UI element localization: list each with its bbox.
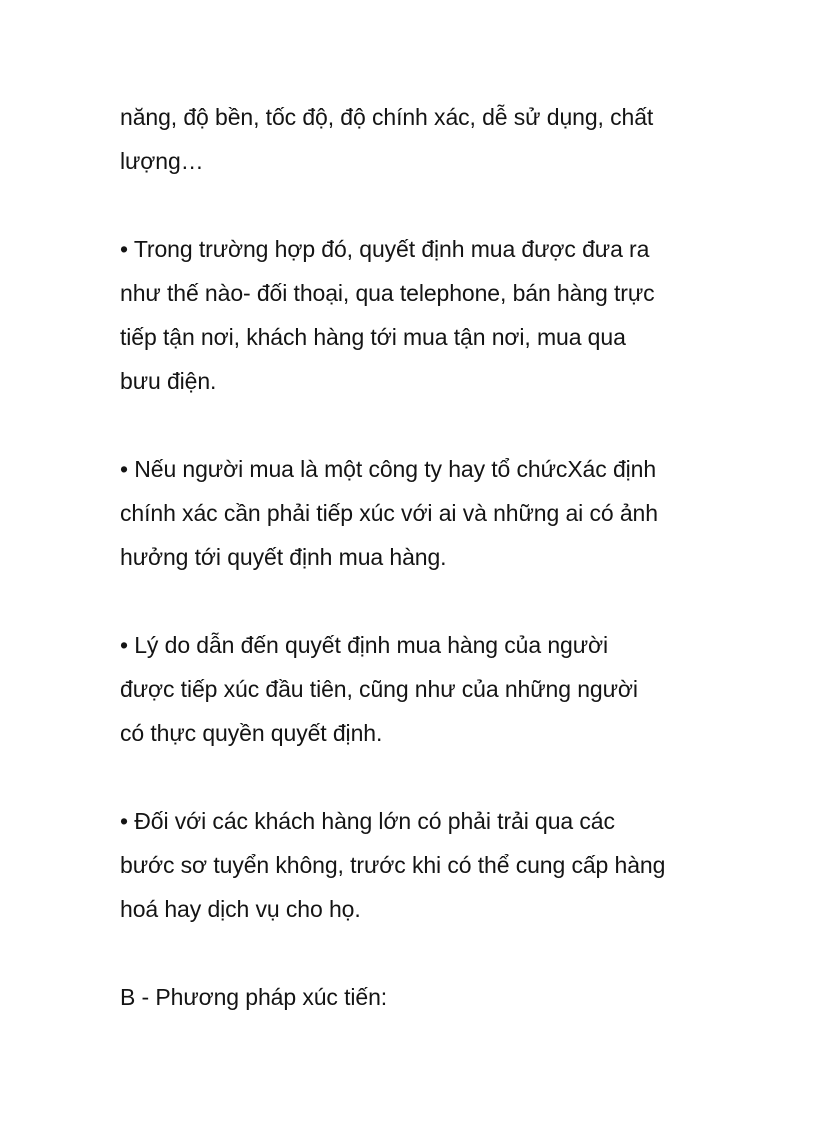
text-line: • Đối với các khách hàng lớn có phải trải qua các: [120, 808, 615, 834]
text-line: bước sơ tuyển không, trước khi có thể cung cấp hàng: [120, 852, 666, 878]
text-line: bưu điện.: [120, 368, 217, 394]
bullet-paragraph-purchase-decision: [120, 227, 710, 403]
text-line: chính xác cần phải tiếp xúc với ai và những ai có ảnh: [120, 500, 658, 526]
text-line: • Lý do dẫn đến quyết định mua hàng của người: [120, 632, 608, 658]
text-line: tiếp tận nơi, khách hàng tới mua tận nơi, mua qua: [120, 324, 626, 350]
text-line: lượng…: [120, 148, 204, 174]
text-line: • Trong trường hợp đó, quyết định mua được đưa ra: [120, 236, 650, 262]
text-line: • Nếu người mua là một công ty hay tổ chứcXác định: [120, 456, 657, 482]
document-body: [120, 95, 710, 1019]
section-heading-promotion-method: [120, 975, 710, 1019]
text-line: như thế nào- đối thoại, qua telephone, bán hàng trực: [120, 280, 655, 306]
text-line: B - Phương pháp xúc tiến:: [120, 984, 388, 1010]
paragraph-continuation: [120, 95, 710, 183]
text-line: được tiếp xúc đầu tiên, cũng như của những người: [120, 676, 638, 702]
text-line: hưởng tới quyết định mua hàng.: [120, 544, 447, 570]
bullet-paragraph-organization-buyer: [120, 447, 710, 579]
text-line: năng, độ bền, tốc độ, độ chính xác, dễ sử dụng, chất: [120, 104, 654, 130]
bullet-paragraph-large-customers: [120, 799, 710, 931]
bullet-paragraph-decision-reasons: [120, 623, 710, 755]
text-line: hoá hay dịch vụ cho họ.: [120, 896, 361, 922]
text-line: có thực quyền quyết định.: [120, 720, 383, 746]
